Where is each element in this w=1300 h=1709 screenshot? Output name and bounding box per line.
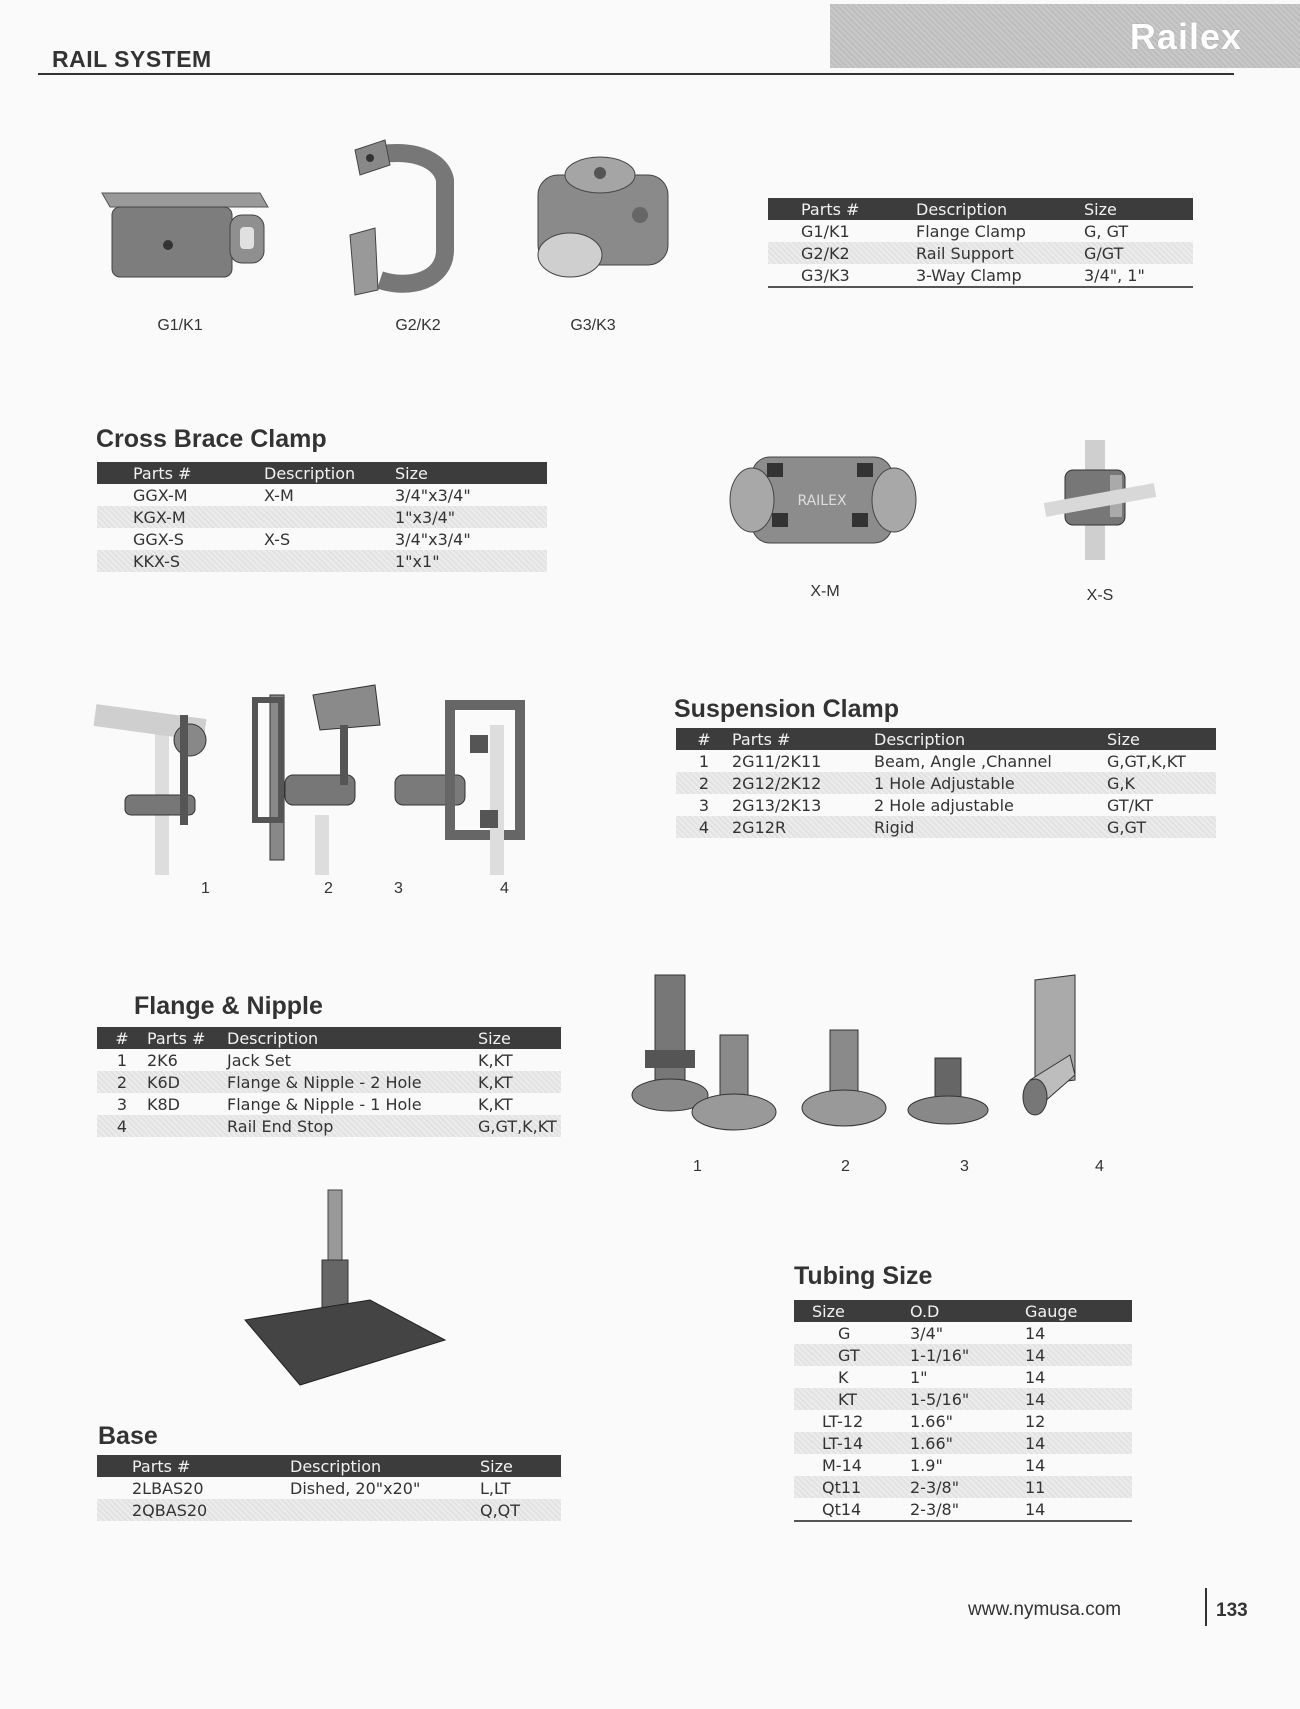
table-cell: 2 Hole adjustable [874, 795, 1014, 815]
column-header: Description [264, 462, 395, 484]
column-header: Size [395, 462, 547, 484]
table-cell: Qt11 [812, 1476, 910, 1498]
photo-number: 3 [960, 1158, 969, 1175]
table-header [97, 1027, 561, 1049]
table-cell: 1" [910, 1367, 928, 1387]
flange-title: Flange & Nipple [134, 992, 323, 1020]
table-row [97, 1071, 561, 1093]
table-cell: Rail Support [916, 242, 1084, 264]
table-cell: Jack Set [227, 1050, 291, 1070]
table-cell: 2G12/2K12 [732, 772, 874, 794]
table-cell: 3-Way Clamp [916, 265, 1022, 285]
table-cell: LT-14 [812, 1432, 910, 1454]
suspension-title: Suspension Clamp [674, 695, 900, 723]
column-header: Parts # [147, 1027, 227, 1049]
table-row [768, 220, 1193, 242]
table-cell: Dished, 20"x20" [290, 1478, 421, 1498]
table-row [97, 1093, 561, 1115]
brand-banner [830, 4, 1300, 68]
base-photo [240, 1190, 450, 1390]
column-header: Parts # [132, 1455, 290, 1477]
table-row [97, 506, 547, 528]
table-cell: 14 [1025, 1323, 1046, 1343]
table-cell: KKX-S [133, 550, 264, 572]
column-header: # [97, 1027, 147, 1049]
cross-brace-xs-photo [1045, 440, 1155, 560]
table-cell: 1 [116, 1050, 128, 1070]
table-cell: 3/4", 1" [1084, 265, 1145, 285]
table-row [794, 1476, 1132, 1498]
suspension-clamp-photos [95, 685, 555, 875]
table-cell: 12 [1025, 1411, 1046, 1431]
column-header: Size [1084, 198, 1193, 220]
table-cell: 2G13/2K13 [732, 795, 822, 815]
table-row [794, 1498, 1132, 1521]
table-cell: 11 [1025, 1476, 1132, 1498]
table-row [97, 1115, 561, 1137]
table-cell: KGX-M [133, 506, 264, 528]
table-cell [147, 1115, 227, 1137]
table-cell: 4 [97, 1115, 147, 1137]
table-cell: 2-3/8" [910, 1476, 1025, 1498]
section-header: RAIL SYSTEM [52, 46, 212, 72]
table-cell: G/GT [1084, 242, 1193, 264]
table-cell: 2 [97, 1071, 147, 1093]
table-row [97, 1049, 561, 1071]
table-cell: G, GT [1084, 221, 1129, 241]
table-cell: 3 [116, 1094, 128, 1114]
table-row [794, 1366, 1132, 1388]
table-cell: K,KT [478, 1094, 513, 1114]
flange-nipple-photos [630, 970, 1170, 1140]
table-cell: K [838, 1367, 849, 1387]
table-cell: Flange & Nipple - 2 Hole [227, 1071, 478, 1093]
table-cell: 1.66" [910, 1432, 1025, 1454]
table-cell [264, 506, 395, 528]
table-cell: 14 [1025, 1455, 1046, 1475]
table-cell: 2G11/2K11 [732, 751, 822, 771]
table-cell: Flange Clamp [916, 221, 1026, 241]
suspension-table [676, 728, 1216, 838]
photo-number: 1 [693, 1158, 702, 1175]
column-header: Description [227, 1027, 478, 1049]
table-cell: GT/KT [1107, 795, 1154, 815]
table-cell: 2LBAS20 [132, 1478, 204, 1498]
table-cell: Qt14 [822, 1499, 862, 1519]
table-cell: M-14 [822, 1455, 862, 1475]
table-header [676, 728, 1216, 750]
table-cell: LT-12 [822, 1411, 864, 1431]
rail-support-photo [340, 140, 480, 305]
table-cell: G1/K1 [801, 221, 850, 241]
table-row [97, 550, 547, 572]
photo-caption: G1/K1 [157, 317, 203, 334]
table-cell: G,GT,K,KT [1107, 751, 1186, 771]
table-row [97, 484, 547, 506]
table-row [768, 264, 1193, 287]
table-cell: G,GT,K,KT [478, 1115, 561, 1137]
table-cell: 14 [1025, 1367, 1046, 1387]
tubing-title: Tubing Size [794, 1262, 933, 1290]
table-cell: Beam, Angle ,Channel [874, 751, 1052, 771]
column-header: Size [480, 1455, 561, 1477]
table-cell: K8D [147, 1094, 180, 1114]
photo-number: 4 [500, 880, 509, 897]
table-cell: Rail End Stop [227, 1115, 478, 1137]
table-cell: 2QBAS20 [132, 1499, 290, 1521]
table-cell: KT [812, 1388, 910, 1410]
table-cell: L,LT [480, 1478, 511, 1498]
cross-brace-table [97, 462, 547, 572]
tubing-table [794, 1300, 1132, 1522]
column-header: Gauge [1025, 1300, 1132, 1322]
table-cell: 1.66" [910, 1411, 953, 1431]
table-cell: 14 [1025, 1388, 1132, 1410]
table-cell: Q,QT [480, 1499, 561, 1521]
table-cell: GGX-S [133, 529, 184, 549]
column-header: Description [874, 728, 1107, 750]
table-row [97, 528, 547, 550]
table-row [97, 1499, 561, 1521]
column-header: Parts # [732, 728, 874, 750]
photo-caption: X-S [1086, 587, 1114, 604]
column-header: Description [290, 1455, 480, 1477]
cross-brace-xm-photo [722, 445, 922, 555]
column-header: # [676, 728, 732, 750]
table-cell: 1.9" [910, 1455, 943, 1475]
brand-name: Railex [1129, 16, 1242, 57]
table-cell: G2/K2 [801, 242, 916, 264]
footer-divider [1205, 1588, 1207, 1626]
table-cell: X-M [264, 485, 294, 505]
photo-number: 1 [201, 880, 210, 897]
photo-caption: G3/K3 [570, 317, 616, 334]
page-number: 133 [1216, 1600, 1248, 1621]
table-cell: 1-5/16" [910, 1388, 1025, 1410]
header-rule [38, 73, 1234, 75]
three-way-clamp-photo [530, 145, 680, 290]
base-table [97, 1455, 561, 1521]
table-row [794, 1344, 1132, 1366]
flange-clamp-photo [100, 185, 270, 290]
table-cell: 2G12R [732, 816, 874, 838]
table-cell: 14 [1025, 1499, 1046, 1519]
table-row [768, 242, 1193, 264]
table-cell: Rigid [874, 816, 1107, 838]
table-cell [290, 1499, 480, 1521]
flange-table [97, 1027, 561, 1137]
table-header [794, 1300, 1132, 1322]
table-cell: 1"x1" [395, 550, 547, 572]
table-header [768, 198, 1193, 220]
table-cell: GGX-M [133, 485, 188, 505]
photo-caption: G2/K2 [395, 317, 441, 334]
table-cell: K,KT [478, 1071, 561, 1093]
base-title: Base [98, 1422, 158, 1450]
table-cell: 1-1/16" [910, 1344, 1025, 1366]
table-row [676, 794, 1216, 816]
table-header [97, 462, 547, 484]
table-cell: G3/K3 [801, 265, 850, 285]
table-row [794, 1388, 1132, 1410]
column-header: Size [812, 1300, 910, 1322]
table-cell: 2 [676, 772, 732, 794]
table-cell: K,KT [478, 1050, 513, 1070]
photo-caption: X-M [810, 583, 840, 600]
cross-brace-logo-text: RAILEX [797, 493, 847, 509]
table-cell: 3/4" [910, 1323, 944, 1343]
table-cell: 3/4"x3/4" [395, 485, 471, 505]
column-header: Size [478, 1027, 561, 1049]
table-cell: 14 [1025, 1344, 1132, 1366]
column-header: Parts # [133, 462, 264, 484]
photo-number: 3 [394, 880, 403, 897]
table-cell: 1 Hole Adjustable [874, 772, 1107, 794]
footer-url[interactable]: www.nymusa.com [968, 1599, 1122, 1620]
column-header: Description [916, 198, 1084, 220]
table-row [676, 816, 1216, 838]
table-cell: 3 [698, 795, 710, 815]
table-cell: GT [812, 1344, 910, 1366]
table-cell: Flange & Nipple - 1 Hole [227, 1094, 422, 1114]
table-row [794, 1410, 1132, 1432]
table-row [794, 1322, 1132, 1344]
table-row [676, 750, 1216, 772]
table-row [97, 1477, 561, 1499]
table-row [794, 1432, 1132, 1454]
table-cell: 2K6 [147, 1050, 178, 1070]
table-cell: 1"x3/4" [395, 506, 547, 528]
table-cell: 1 [698, 751, 710, 771]
table-cell: K6D [147, 1071, 227, 1093]
photo-number: 2 [324, 880, 333, 897]
table-cell: 14 [1025, 1432, 1132, 1454]
table-cell: G [838, 1323, 851, 1343]
table-cell: 3/4"x3/4" [395, 529, 471, 549]
table-cell: X-S [264, 529, 291, 549]
column-header: Size [1107, 728, 1216, 750]
column-header: O.D [910, 1300, 1025, 1322]
cross-brace-title: Cross Brace Clamp [96, 425, 327, 453]
table-cell: G,K [1107, 772, 1216, 794]
table-cell: G,GT [1107, 816, 1216, 838]
table-cell: 2-3/8" [910, 1499, 960, 1519]
table-header [97, 1455, 561, 1477]
table-row [794, 1454, 1132, 1476]
table-cell [264, 550, 395, 572]
photo-number: 4 [1095, 1158, 1104, 1175]
clamp-table [768, 198, 1193, 288]
photo-number: 2 [841, 1158, 850, 1175]
table-cell: 4 [676, 816, 732, 838]
table-row [676, 772, 1216, 794]
column-header: Parts # [801, 198, 916, 220]
